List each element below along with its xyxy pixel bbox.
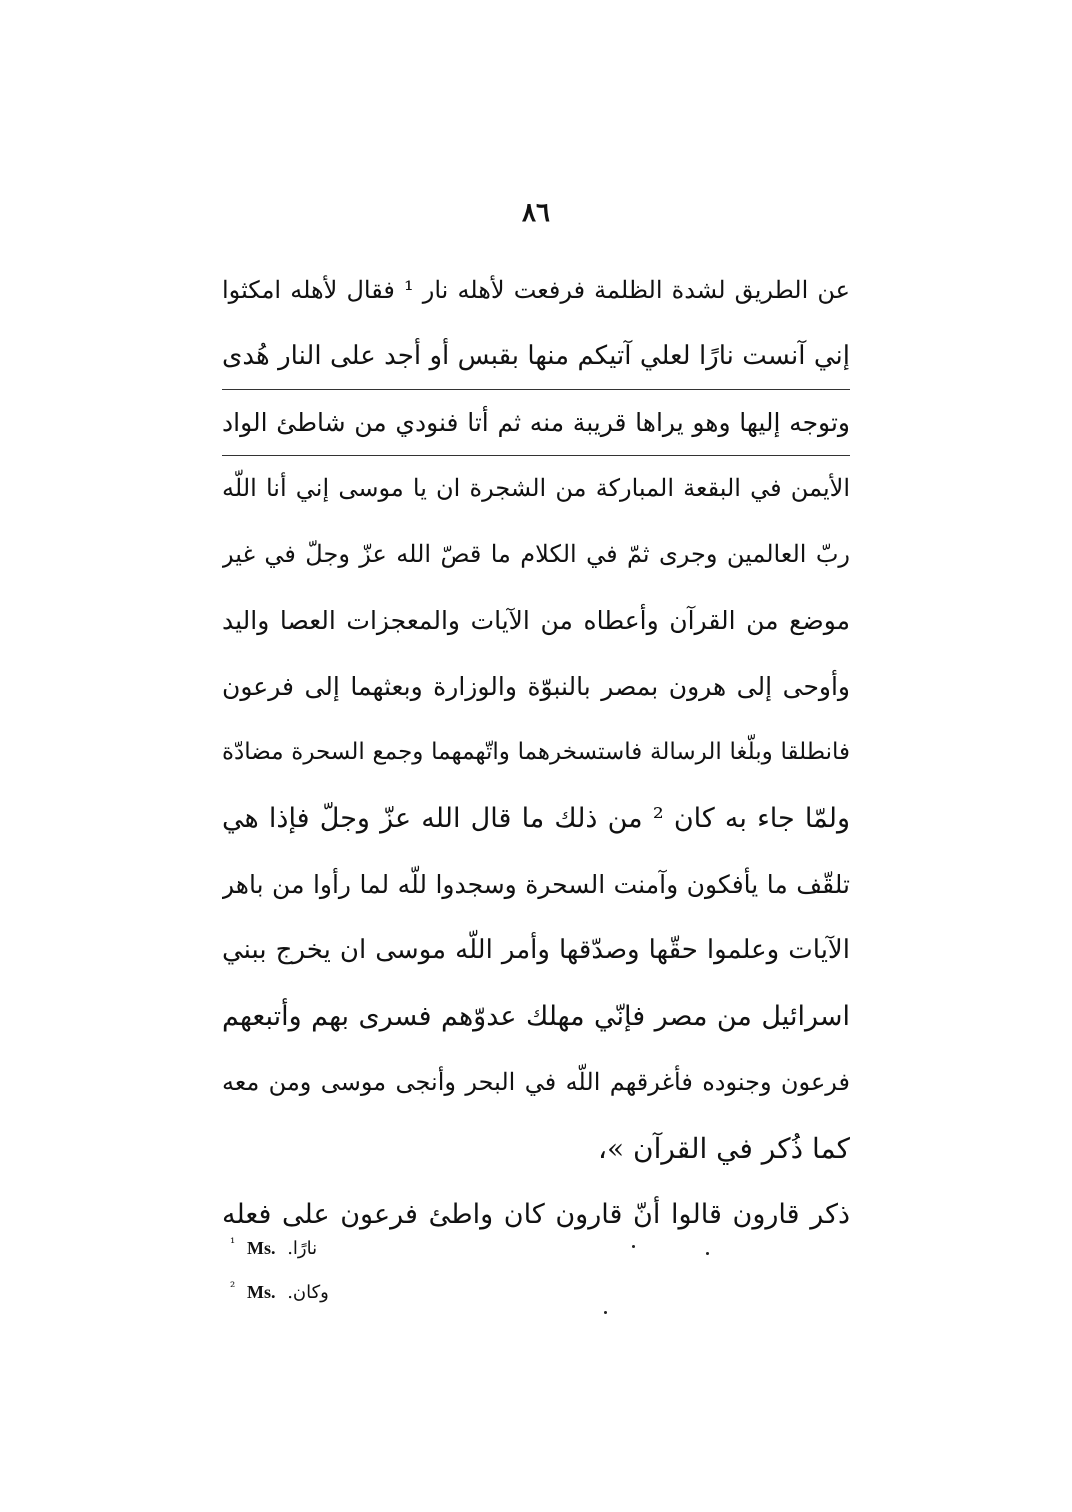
text-line: فانطلقا وبلّغا الرسالة فاستسخرهما واتّهمهما وجمع السحرة مضادّة <box>222 739 850 765</box>
text-line: إني آنست نارًا لعلي آتيكم منها بقبس أو أجد على النار هُدى <box>222 324 850 390</box>
scan-speck <box>604 1311 607 1314</box>
text-line: الأيمن في البقعة المباركة من الشجرة ان يا موسى إني أنا اللّه <box>222 474 850 502</box>
text-line: وأوحى إلى هرون بمصر بالنبوّة والوزارة وبعثهما إلى فرعون <box>222 672 850 701</box>
footnote <box>230 1222 430 1266</box>
text-line: كما ذُكر في القرآن »، <box>597 1132 850 1165</box>
text-line: عن الطريق لشدة الظلمة فرفعت لأهله نار ¹ فقال لأهله امكثوا <box>222 276 850 304</box>
page-number: ٨٦ <box>522 198 550 228</box>
text-line: وتوجه إليها وهو يراها قريبة منه ثم أتا فنودي من شاطئ الواد <box>222 390 850 456</box>
text-line: اسرائيل من مصر فإنّي مهلك عدوّهم فسرى بهم وأتبعهم <box>222 1001 850 1032</box>
text-line: تلقّف ما يأفكون وآمنت السحرة وسجدوا للّه لما رأوا من باهر <box>222 870 850 899</box>
footnote-label: Ms. <box>246 1282 276 1302</box>
text-line: ولمّا جاء به كان ² من ذلك ما قال الله عزّ وجلّ فإذا هي <box>222 803 850 834</box>
scan-speck <box>632 1245 635 1248</box>
text-line: ذكر قارون قالوا أنّ قارون كان واطئ فرعون على فعله <box>222 1199 850 1230</box>
footnote-text: وكان. <box>287 1282 329 1303</box>
footnote-label: Ms. <box>246 1238 276 1258</box>
footnotes <box>230 1222 430 1310</box>
text-line: موضع من القرآن وأعطاه من الآيات والمعجزات العصا واليد <box>222 606 850 635</box>
text-line: الآيات وعلموا حقّها وصدّقها وأمر اللّه موسى ان يخرج ببني <box>222 935 850 965</box>
footnote-text: نارًا. <box>287 1238 318 1259</box>
scan-speck <box>706 1252 709 1255</box>
body-text <box>222 258 850 1248</box>
text-line: فرعون وجنوده فأغرقهم اللّه في البحر وأنجى موسى ومن معه <box>222 1068 850 1096</box>
footnote-mark: ² <box>230 1280 236 1295</box>
text-line: ربّ العالمين وجرى ثمّ في الكلام ما قصّ الله عزّ وجلّ في غير <box>222 540 850 568</box>
footnote <box>230 1266 430 1310</box>
footnote-mark: ¹ <box>230 1236 236 1251</box>
